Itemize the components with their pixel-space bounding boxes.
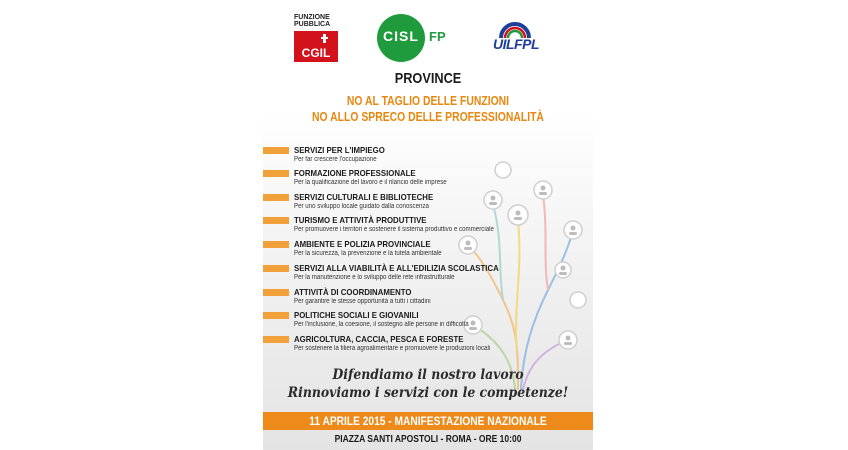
- service-title: ATTIVITÀ DI COORDINAMENTO: [294, 287, 412, 297]
- service-desc: Per uno sviluppo locale guidato dalla conoscenza: [294, 203, 429, 210]
- service-bar: [263, 265, 289, 272]
- subtitle-line1: NO AL TAGLIO DELLE FUNZIONI: [346, 93, 510, 108]
- service-title: SERVIZI ALLA VIABILITÀ E ALL'EDILIZIA SCOLASTICA: [294, 263, 499, 273]
- service-title: SERVIZI PER L'IMPIEGO: [294, 145, 385, 155]
- service-desc: Per la qualificazione del lavoro e il rilancio delle imprese: [294, 179, 447, 186]
- cisl-word: CISL: [383, 28, 419, 44]
- cisl-fp-label: FP: [429, 29, 446, 44]
- service-title: TURISMO E ATTIVITÀ PRODUTTIVE: [294, 215, 427, 225]
- cgil-red-box: [294, 31, 338, 62]
- page-title: PROVINCE: [394, 70, 462, 87]
- slogan-line1: Difendiamo il nostro lavoro: [332, 367, 524, 383]
- cgil-logo: [294, 14, 338, 62]
- service-title: POLITICHE SOCIALI E GIOVANILI: [294, 310, 419, 320]
- service-title: AGRICOLTURA, CACCIA, PESCA E FORESTE: [294, 334, 464, 344]
- uil-word: UILFPL: [493, 36, 539, 52]
- service-desc: Per garantire le stesse opportunità a tutti i cittadini: [294, 298, 431, 305]
- service-bar: [263, 312, 289, 319]
- service-title: AMBIENTE E POLIZIA PROVINCIALE: [294, 239, 431, 249]
- service-desc: Per promuovere i territori e sostenere il sistema produttivo e commerciale: [294, 226, 494, 233]
- service-desc: Per la manutenzione e lo sviluppo delle rete infrastrutturale: [294, 274, 455, 281]
- event-date: 11 APRILE 2015 - MANIFESTAZIONE NAZIONALE: [309, 414, 547, 428]
- service-desc: Per la sicurezza, la prevenzione e la tutela ambientale: [294, 250, 442, 257]
- cisl-fp-logo: [377, 14, 457, 64]
- service-bar: [263, 289, 289, 296]
- uil-fpl-logo: [489, 18, 559, 60]
- service-title: FORMAZIONE PROFESSIONALE: [294, 168, 416, 178]
- service-bar: [263, 336, 289, 343]
- event-place: PIAZZA SANTI APOSTOLI - ROMA - ORE 10:00: [334, 434, 522, 445]
- service-bar: [263, 194, 289, 201]
- subtitle-line2: NO ALLO SPRECO DELLE PROFESSIONALITÀ: [312, 109, 544, 124]
- service-desc: Per far crescere l'occupazione: [294, 156, 377, 163]
- service-desc: Per l'inclusione, la coesione, il sostegno alle persone in difficoltà: [294, 321, 469, 328]
- cgil-top-line2: PUBBLICA: [294, 21, 331, 28]
- service-desc: Per sostenere la filiera agroalimentare e promuovere le produzioni locali: [294, 345, 491, 352]
- service-bar: [263, 147, 289, 154]
- service-bar: [263, 241, 289, 248]
- service-bar: [263, 217, 289, 224]
- cgil-top-line1: FUNZIONE: [294, 14, 330, 21]
- event-date-band: [263, 412, 593, 430]
- service-bar: [263, 170, 289, 177]
- poster: [263, 0, 593, 450]
- cgil-word: CGIL: [301, 46, 331, 60]
- service-title: SERVIZI CULTURALI E BIBLIOTECHE: [294, 192, 434, 202]
- slogan-line2: Rinnoviamo i servizi con le competenze!: [287, 385, 569, 401]
